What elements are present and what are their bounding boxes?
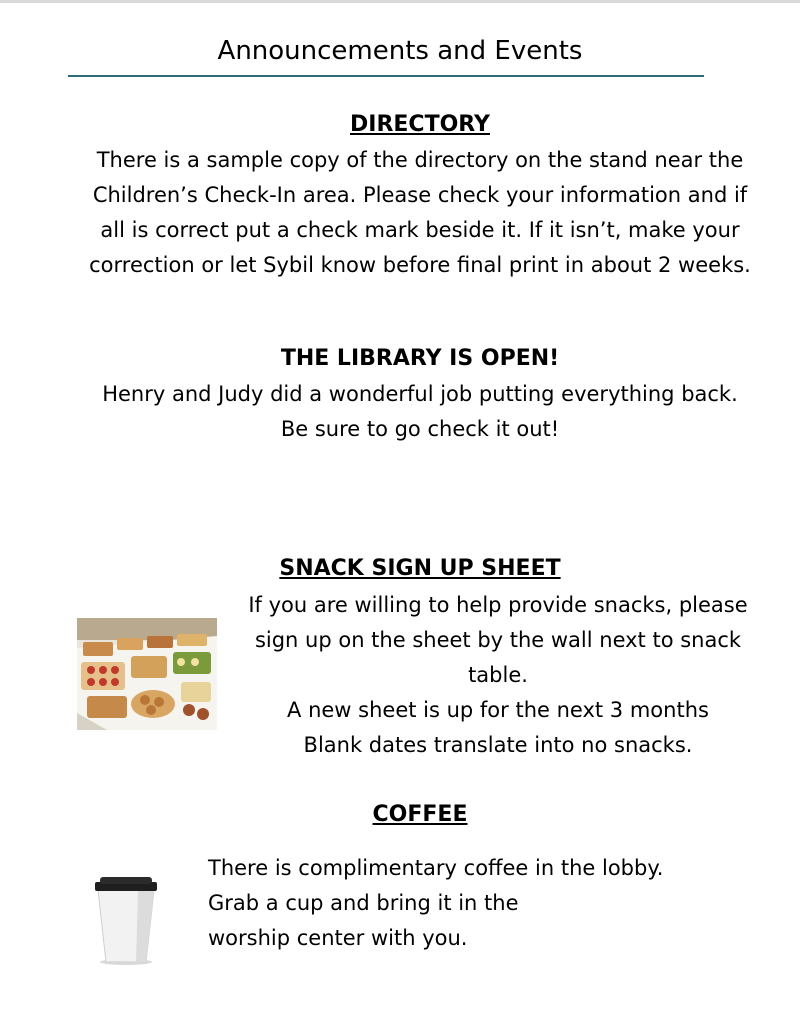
directory-line: all is correct put a check mark beside it. If it isn’t, make your [100,218,740,242]
snack-line: table. [468,663,528,687]
library-line: Henry and Judy did a wonderful job putting everything back. [102,382,738,406]
directory-line: correction or let Sybil know before final print in about 2 weeks. [89,253,751,277]
snack-table-image [77,618,217,730]
coffee-cup-icon [86,872,166,967]
coffee-line: There is complimentary coffee in the lobby. [208,856,664,880]
snack-line: If you are willing to help provide snacks, please [248,593,748,617]
directory-heading: DIRECTORY [350,112,490,137]
snack-text [236,588,760,763]
snack-heading: SNACK SIGN UP SHEET [279,556,561,581]
directory-line: There is a sample copy of the directory on the stand near the [96,148,744,172]
top-border [0,0,800,3]
directory-text [0,143,800,283]
title-divider [68,75,704,77]
library-heading: THE LIBRARY IS OPEN! [280,346,560,371]
library-line: Be sure to go check it out! [280,417,560,441]
page-title: Announcements and Events [217,36,583,66]
snack-line: sign up on the sheet by the wall next to snack [254,628,742,652]
directory-line: Children’s Check-In area. Please check your information and if [92,183,748,207]
coffee-line: worship center with you. [208,926,468,950]
snack-line: Blank dates translate into no snacks. [303,733,693,757]
coffee-line: Grab a cup and bring it in the [208,891,519,915]
coffee-text [208,851,768,956]
coffee-heading: COFFEE [372,802,468,827]
library-text [0,377,800,447]
snack-line: A new sheet is up for the next 3 months [287,698,709,722]
